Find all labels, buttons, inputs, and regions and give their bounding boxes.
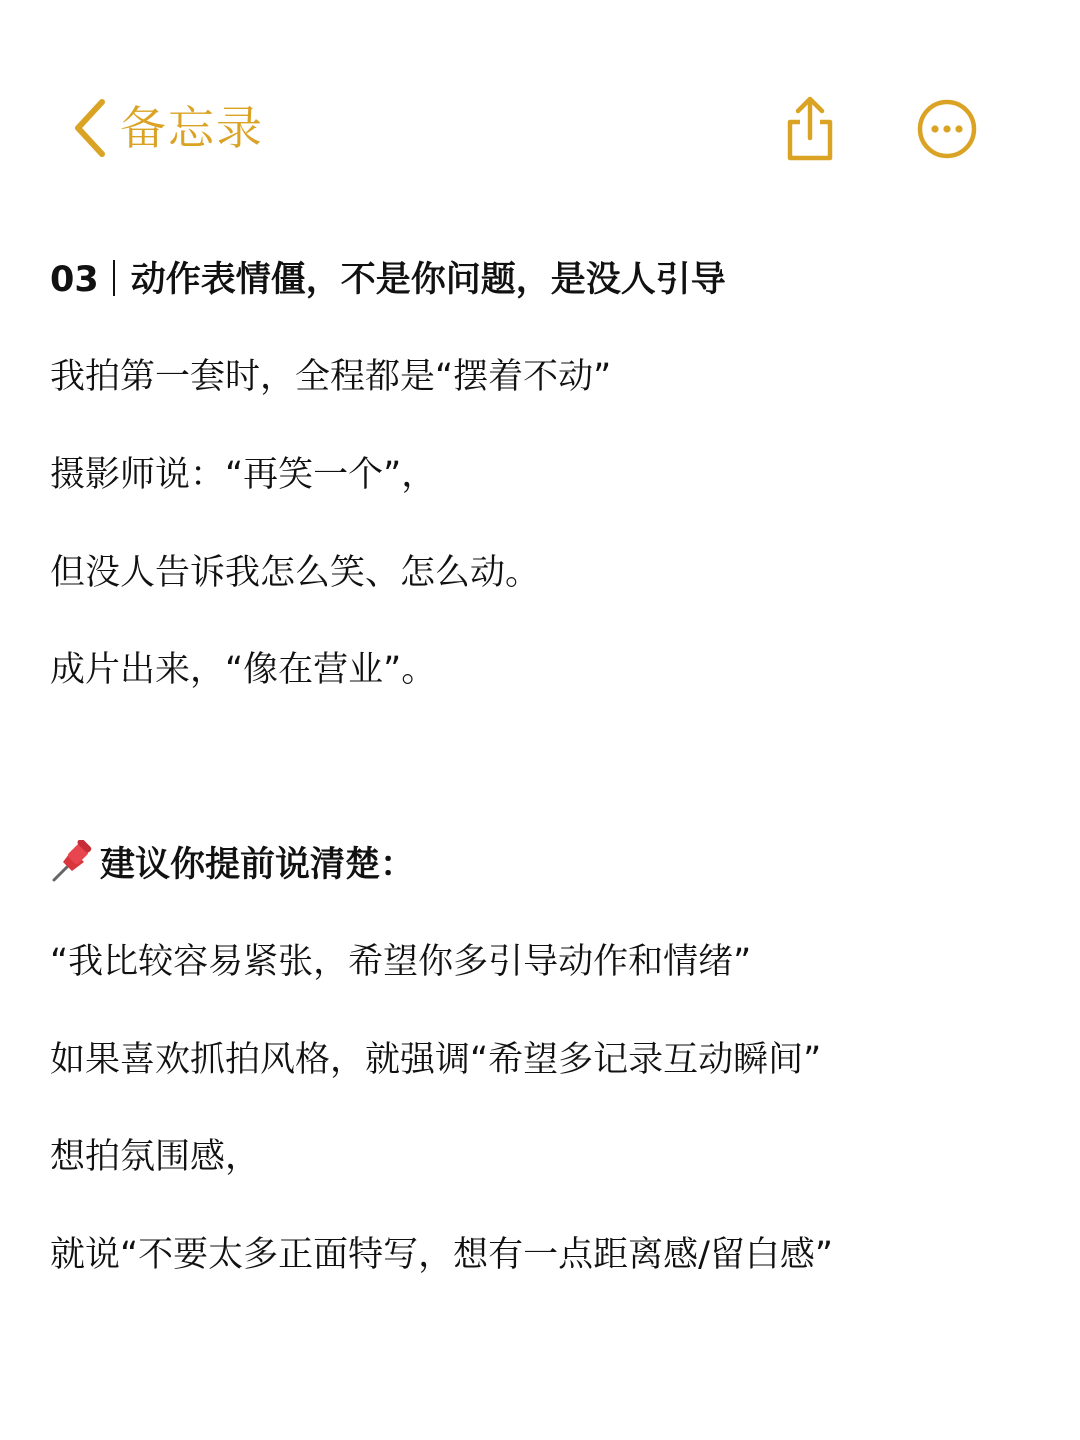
heading-text: 动作表情僵，不是你问题，是没人引导	[130, 260, 726, 300]
back-label: 备忘录	[120, 101, 264, 155]
text-line: 但没人告诉我怎么笑、怎么动。	[50, 553, 541, 593]
text-line: 就说“不要太多正面特写，想有一点距离感/留白感”	[50, 1235, 834, 1275]
heading-divider	[113, 260, 115, 296]
text-line: 成片出来，“像在营业”。	[50, 650, 437, 690]
note-heading	[50, 255, 726, 305]
text-line: “我比较容易紧张，希望你多引导动作和情绪”	[50, 942, 752, 982]
tip-heading-text: 建议你提前说清楚：	[100, 845, 416, 885]
text-line: 我拍第一套时，全程都是“摆着不动”	[50, 357, 612, 397]
share-icon	[780, 96, 840, 162]
text-line: 想拍氛围感，	[50, 1137, 261, 1177]
tip-heading	[50, 840, 415, 890]
text-line: 如果喜欢抓拍风格，就强调“希望多记录互动瞬间”	[50, 1040, 822, 1080]
navigation-bar	[0, 0, 1080, 240]
more-icon	[916, 98, 978, 160]
back-button[interactable]	[72, 96, 264, 160]
pushpin-icon	[50, 840, 94, 884]
more-button[interactable]	[916, 98, 978, 160]
text-line: 摄影师说：“再笑一个”，	[50, 455, 437, 495]
heading-number: 03	[50, 260, 99, 300]
share-button[interactable]	[780, 96, 840, 162]
chevron-left-icon	[72, 98, 108, 158]
